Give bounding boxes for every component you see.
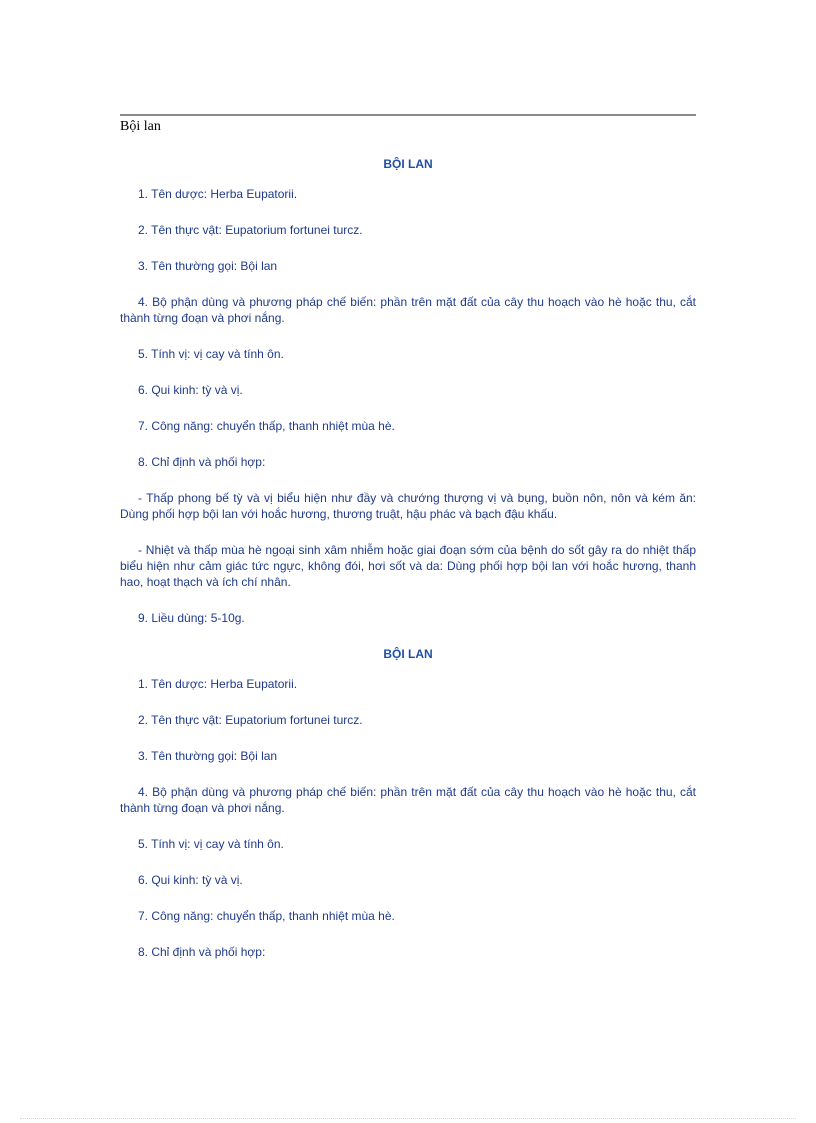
- paragraph: 6. Qui kinh: tỳ và vị.: [138, 383, 243, 397]
- paragraph: 4. Bộ phận dùng và phương pháp chế biến: phần trên mặt đất của cây thu hoạch vào hè hoặc thu, cắt thành từng đoạn và phơi nắng.: [120, 785, 696, 815]
- paragraph: 8. Chỉ định và phối hợp:: [138, 945, 266, 959]
- section-1: [120, 156, 696, 626]
- paragraph: 5. Tính vị: vị cay và tính ôn.: [138, 347, 284, 361]
- paragraph: 1. Tên dược: Herba Eupatorii.: [138, 677, 298, 691]
- document-body: [120, 152, 696, 980]
- paragraph: 4. Bộ phận dùng và phương pháp chế biến: phần trên mặt đất của cây thu hoạch vào hè hoặc thu, cắt thành từng đoạn và phơi nắng.: [120, 295, 696, 325]
- document-title: Bội lan: [120, 119, 161, 134]
- paragraph: 1. Tên dược: Herba Eupatorii.: [138, 187, 298, 201]
- section-2: [120, 646, 696, 960]
- paragraph: 3. Tên thường gọi: Bội lan: [138, 259, 278, 273]
- paragraph: 5. Tính vị: vị cay và tính ôn.: [138, 837, 284, 851]
- section-heading: BỘI LAN: [383, 647, 433, 661]
- paragraph: 7. Công năng: chuyển thấp, thanh nhiệt mùa hè.: [138, 909, 395, 923]
- paragraph: 2. Tên thực vật: Eupatorium fortunei turcz.: [138, 223, 363, 237]
- paragraph: 9. Liều dùng: 5-10g.: [138, 611, 245, 625]
- page-bottom-divider: [20, 1118, 796, 1119]
- paragraph: 3. Tên thường gọi: Bội lan: [138, 749, 278, 763]
- paragraph: 7. Công năng: chuyển thấp, thanh nhiệt mùa hè.: [138, 419, 395, 433]
- paragraph: 6. Qui kinh: tỳ và vị.: [138, 873, 243, 887]
- paragraph: 2. Tên thực vật: Eupatorium fortunei turcz.: [138, 713, 363, 727]
- section-heading: BỘI LAN: [383, 157, 433, 171]
- paragraph: - Thấp phong bế tỳ và vị biểu hiện như đầy và chướng thượng vị và bụng, buồn nôn, nôn và kém ăn: Dùng phối hợp bội lan với hoắc hương, thương truật, hậu phác và bạch đậu khấu.: [120, 491, 696, 521]
- paragraph: - Nhiệt và thấp mùa hè ngoại sinh xâm nhiễm hoặc giai đoạn sớm của bệnh do sốt gây ra do nhiệt thấp biểu hiện như cảm giác tức ngực, không đói, hơi sốt và da: Dùng phối hợp bội lan với hoắc hương, thanh hao, hoạt thạch và ích chí nhân.: [120, 543, 696, 589]
- header-rule: [120, 114, 696, 116]
- paragraph: 8. Chỉ định và phối hợp:: [138, 455, 266, 469]
